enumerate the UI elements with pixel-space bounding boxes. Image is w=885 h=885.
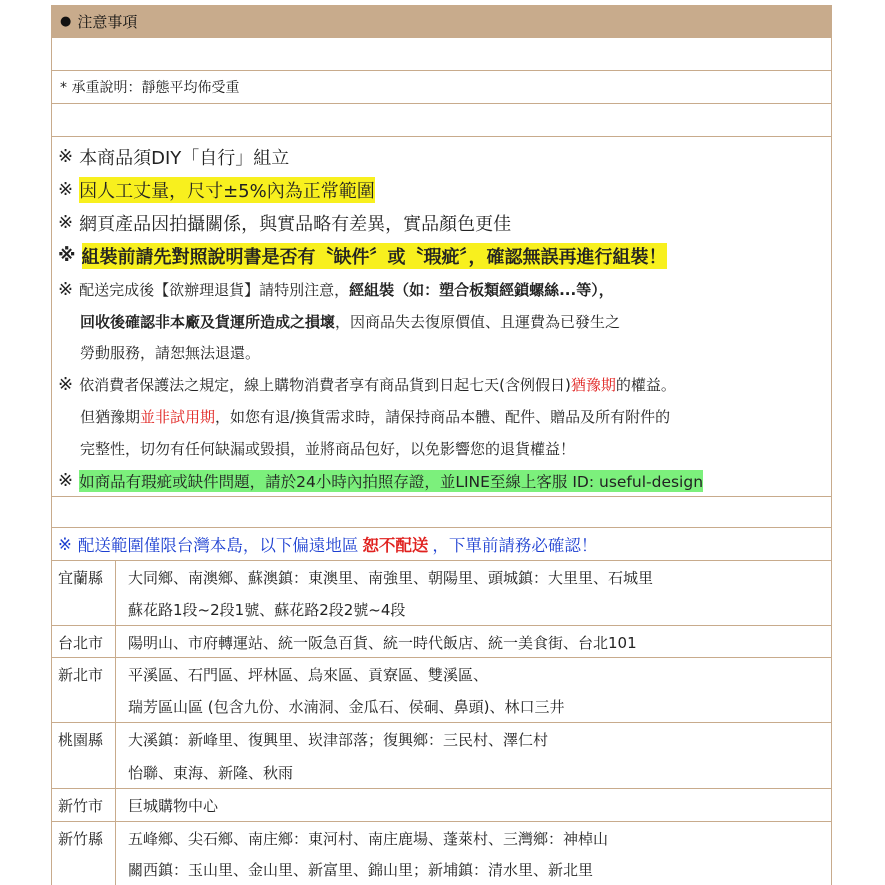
region-row: [52, 561, 831, 626]
note-consumer-cont: 完整性，切勿有任何缺漏或毀損，並將商品包好，以免影響您的退貨權益！: [80, 440, 576, 458]
region-name: 台北市: [52, 626, 116, 657]
region-detail: 蘇花路1段~2段1號、蘇花路2段2號~4段: [128, 600, 406, 619]
note-mark: ※: [58, 179, 74, 200]
note-mark: ※: [58, 534, 72, 554]
note-text-red: 並非試用期: [140, 408, 216, 426]
region-name: 新北市: [52, 658, 116, 722]
note-line-service: [58, 465, 703, 496]
region-detail: 瑞芳區山區 (包含九份、水湳洞、金瓜石、侯硐、鼻頭)、林口三井: [128, 697, 565, 716]
region-detail: 大溪鎮：新峰里、復興里、崁津部落；復興鄉：三民村、澤仁村: [128, 730, 549, 749]
note-mark: ※: [58, 374, 74, 395]
note-return: [58, 274, 614, 305]
delivery-notice: [52, 528, 831, 561]
note-text: 本商品須DIY「自行」組立: [79, 147, 290, 169]
empty-row: [52, 38, 831, 71]
delivery-text: ，下單前請務必確認！: [432, 536, 598, 555]
region-detail: 巨城購物中心: [128, 796, 219, 815]
note-return-cont: [80, 306, 620, 337]
weight-note: * 承重說明：靜態平均佈受重: [52, 71, 831, 104]
note-color: [58, 207, 511, 238]
note-text-highlight: 如商品有瑕疵或缺件問題，請於24小時內拍照存證，並LINE至線上客服 ID: useful-design: [79, 470, 703, 492]
region-detail: 怡聯、東海、新隆、秋雨: [128, 763, 294, 782]
note-text: 依消費者保護法之規定，線上購物消費者享有商品貨到日起七天(含例假日): [79, 376, 571, 394]
region-name: 宜蘭縣: [52, 561, 116, 625]
region-detail: 五峰鄉、尖石鄉、南庄鄉：東河村、南庄鹿場、蓬萊村、三灣鄉：神棹山: [128, 829, 609, 848]
region-detail: 大同鄉、南澳鄉、蘇澳鎮：東澳里、南強里、朝陽里、頭城鎮：大里里、石城里: [128, 568, 654, 587]
region-row: [52, 658, 831, 723]
delivery-text-red: 恕不配送: [362, 536, 429, 555]
section-title: 注意事項: [77, 12, 138, 31]
note-mark: ※: [58, 279, 74, 300]
region-detail: 關西鎮：玉山里、金山里、新富里、錦山里；新埔鎮：清水里、新北里: [128, 860, 594, 879]
note-text-highlight: 組裝前請先對照說明書是否有〝缺件〞或〝瑕疵〞，確認無誤再進行組裝！: [82, 243, 667, 269]
note-mark: ※: [58, 245, 76, 266]
note-text: 但猶豫期: [80, 408, 141, 426]
note-mark: ※: [58, 146, 74, 167]
empty-row: [52, 104, 831, 137]
region-row: [52, 789, 831, 822]
delivery-text: 配送範圍僅限台灣本島，以下偏遠地區: [77, 536, 359, 555]
note-text: 的權益。: [615, 376, 676, 394]
note-diy: [58, 141, 289, 172]
note-text: 配送完成後【欲辦理退貨】請特別注意，: [79, 281, 350, 299]
note-text: ，因商品失去復原價值、且運費為已發生之: [335, 313, 621, 331]
region-name: 新竹縣: [52, 822, 116, 885]
notes-block: [52, 137, 831, 497]
region-detail: 陽明山、市府轉運站、統一阪急百貨、統一時代飯店、統一美食街、台北101: [128, 633, 637, 652]
note-text-bold: 回收後確認非本廠及貨運所造成之損壞: [80, 313, 336, 331]
region-row: [52, 723, 831, 789]
region-detail: 平溪區、石門區、坪林區、烏來區、貢寮區、雙溪區、: [128, 665, 489, 684]
note-assembly-check: [58, 240, 667, 271]
note-text-highlight: 因人工丈量，尺寸±5%內為正常範圍: [79, 177, 375, 203]
note-text: ，如您有退/換貨需求時，請保持商品本體、配件、贈品及所有附件的: [215, 408, 671, 426]
notice-sheet: [51, 5, 832, 885]
note-mark: ※: [58, 212, 74, 233]
note-measurement: [58, 174, 375, 205]
region-row: [52, 822, 831, 885]
note-mark: ※: [58, 470, 74, 491]
empty-row: [52, 497, 831, 528]
section-header: [52, 5, 831, 38]
note-consumer: [58, 369, 676, 400]
region-row: [52, 626, 831, 658]
region-name: 新竹市: [52, 789, 116, 821]
note-text-red: 猶豫期: [570, 376, 616, 394]
note-consumer-cont: [80, 401, 670, 432]
note-return-cont: 勞動服務，請恕無法退還。: [80, 344, 261, 362]
region-name: 桃園縣: [52, 723, 116, 788]
bullet-icon: ●: [60, 13, 72, 29]
note-text-bold: 經組裝（如：塑合板類經鎖螺絲...等），: [349, 281, 614, 299]
note-text: 網頁產品因拍攝關係，與實品略有差異，實品顏色更佳: [79, 213, 512, 235]
